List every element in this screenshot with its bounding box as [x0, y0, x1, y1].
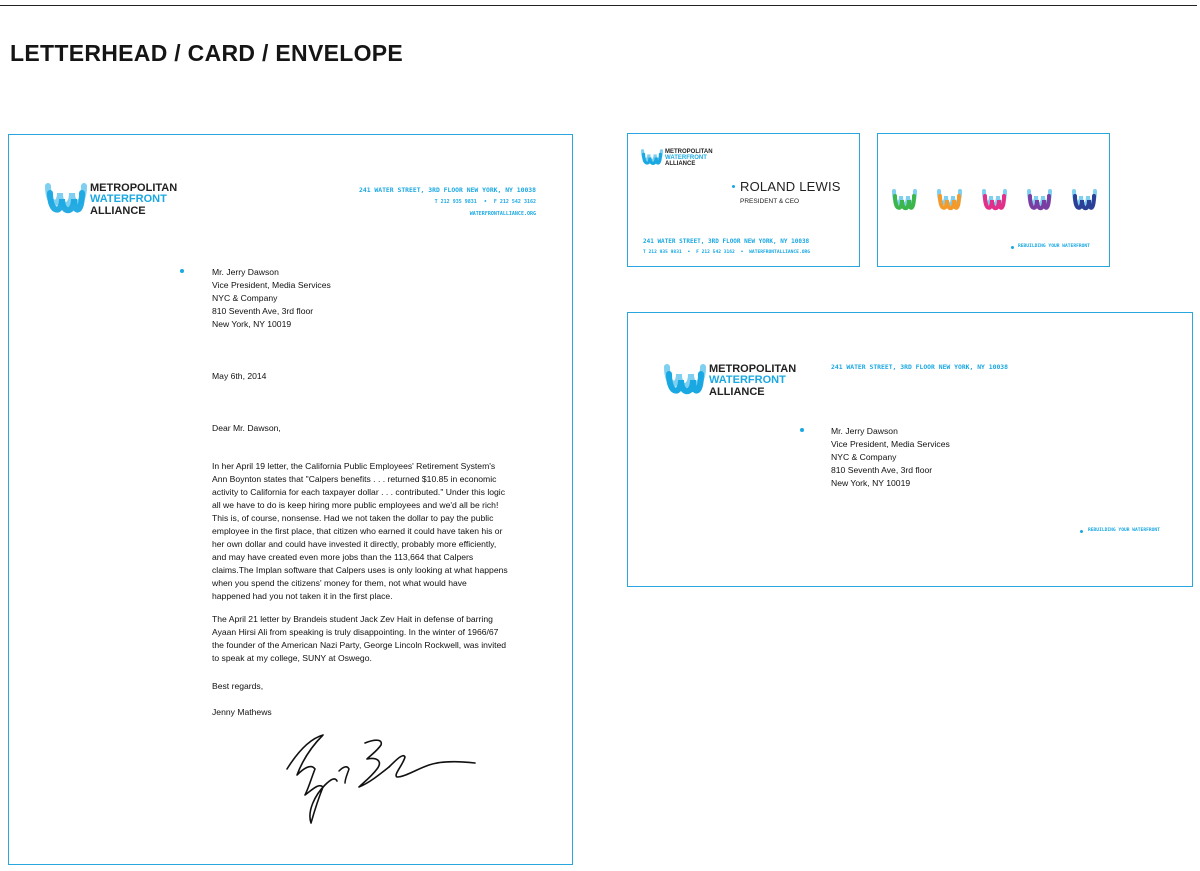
paragraph-line: happened had you not taken it in the first place.: [212, 591, 393, 601]
card-contact-line: T 212 935 9831 • F 212 542 3162 • WATERFRONTALLIANCE.ORG: [643, 250, 811, 255]
logo-line-metropolitan: METROPOLITAN: [709, 363, 797, 376]
paragraph-line: employee in the first place, that citizen who earned it could have taken his or: [212, 526, 503, 536]
blue-dot-icon: [1080, 530, 1083, 533]
card-fax: F 212 542 3162: [696, 250, 735, 255]
envelope-address: 241 WATER STREET, 3RD FLOOR NEW YORK, NY 10038: [831, 363, 1008, 371]
paragraph-line: to speak at my college, SUNY at Oswego.: [212, 653, 372, 663]
envelope-logo: [664, 362, 796, 400]
recipient-city: New York, NY 10019: [831, 478, 911, 488]
logo-variant-orange: [939, 191, 960, 208]
recipient-title: Vice President, Media Services: [212, 280, 331, 290]
recipient-street: 810 Seventh Ave, 3rd floor: [212, 306, 314, 316]
letter-recipient: [212, 266, 331, 331]
paragraph-line: This is, of course, nonsense. Had we not taken the dollar to pay the public: [212, 513, 494, 523]
paragraph-line: Ayaan Hirsi Ali from speaking is truly disappointing. In the winter of 1966/67: [212, 627, 499, 637]
card-address: 241 WATER STREET, 3RD FLOOR NEW YORK, NY 10038: [643, 238, 810, 245]
letter-paragraph-1: [212, 460, 540, 603]
business-card-back: [877, 133, 1110, 267]
paragraph-line: In her April 19 letter, the California Public Employees' Retirement System's: [212, 461, 496, 471]
recipient-title: Vice President, Media Services: [831, 439, 950, 449]
recipient-company: NYC & Company: [212, 293, 278, 303]
letterhead-phones: T 212 935 9831 • F 212 542 3162: [434, 199, 536, 205]
logo-variant-green: [894, 191, 915, 208]
letterhead-contact: [359, 184, 536, 220]
logo-variant-pink: [984, 191, 1005, 208]
logo-line-metropolitan: METROPOLITAN: [665, 148, 713, 155]
paragraph-line: all we have to do is keep hiring more public employees and we'd all be rich!: [212, 500, 499, 510]
recipient-name: Mr. Jerry Dawson: [212, 267, 279, 277]
recipient-street: 810 Seventh Ave, 3rd floor: [831, 465, 933, 475]
logo-line-waterfront: WATERFRONT: [709, 374, 786, 387]
paragraph-line: activity to California for each taxpayer dollar . . . contributed." Under this logic: [212, 487, 505, 497]
recipient-company: NYC & Company: [831, 452, 897, 462]
letterhead-fax: F 212 542 3162: [493, 199, 536, 205]
recipient-name: Mr. Jerry Dawson: [831, 426, 898, 436]
letterhead-logo: [45, 181, 177, 219]
letter-date: May 6th, 2014: [212, 371, 267, 381]
letter-paragraph-2: [212, 613, 540, 665]
page-title: LETTERHEAD / CARD / ENVELOPE: [10, 40, 404, 66]
logo-line-waterfront: WATERFRONT: [665, 154, 707, 161]
top-divider: [0, 5, 1197, 6]
card-name: ROLAND LEWIS: [740, 179, 841, 194]
envelope: [627, 312, 1193, 587]
paragraph-line: Ann Boynton states that "Calpers benefits . . . returned $10.85 in economic: [212, 474, 497, 484]
logo-variant-purple: [1029, 191, 1050, 208]
blue-dot-icon: [1011, 246, 1014, 249]
letterhead-website: WATERFRONTALLIANCE.ORG: [469, 211, 536, 217]
mwa-wave-logo-icon: [664, 362, 706, 400]
paragraph-line: and may have created even more jobs than the 113,664 that Calpers: [212, 552, 474, 562]
logo-line-alliance: ALLIANCE: [665, 161, 696, 168]
paragraph-line: The April 21 letter by Brandeis student Jack Zev Hait in defense of barring: [212, 614, 493, 624]
logo-line-metropolitan: METROPOLITAN: [90, 182, 178, 195]
card-logo: [641, 148, 713, 168]
handwritten-signature-icon: [279, 731, 479, 827]
business-card-front: [627, 133, 860, 267]
logo-line-alliance: ALLIANCE: [709, 385, 765, 398]
letter-closing: Best regards,: [212, 681, 264, 691]
paragraph-line: when you spend the citizens' money for them, not what would have: [212, 578, 467, 588]
blue-dot-icon: [180, 269, 184, 273]
mwa-wave-logo-icon: [641, 148, 663, 168]
envelope-tagline: REBUILDING YOUR WATERFRONT: [1088, 528, 1160, 533]
letterhead-phone: T 212 935 9831: [434, 199, 477, 205]
blue-dot-icon: [732, 185, 735, 188]
recipient-city: New York, NY 10019: [212, 319, 292, 329]
mwa-wave-logo-icon: [45, 181, 87, 219]
card-website: WATERFRONTALLIANCE.ORG: [749, 250, 811, 255]
logo-color-variants: [890, 188, 1100, 214]
paragraph-line: the founder of the American Nazi Party, George Lincoln Rockwell, was invited: [212, 640, 507, 650]
card-phone: T 212 935 9831: [643, 250, 682, 255]
logo-variant-navy: [1074, 191, 1095, 208]
logo-line-waterfront: WATERFRONT: [90, 193, 167, 206]
blue-dot-icon: [800, 428, 804, 432]
paragraph-line: claims.The Implan software that Calpers uses is only looking at what happens: [212, 565, 508, 575]
letterhead-sheet: [8, 134, 573, 865]
letterhead-address: 241 WATER STREET, 3RD FLOOR NEW YORK, NY 10038: [359, 186, 536, 194]
paragraph-line: her own dollar and could have invested it directly, probably more efficiently,: [212, 539, 497, 549]
letter-salutation: Dear Mr. Dawson,: [212, 423, 281, 433]
card-role: PRESIDENT & CEO: [740, 198, 800, 205]
logo-line-alliance: ALLIANCE: [90, 204, 146, 217]
envelope-recipient: [831, 425, 950, 490]
letter-signer: Jenny Mathews: [212, 707, 272, 717]
card-tagline: REBUILDING YOUR WATERFRONT: [1018, 244, 1090, 249]
